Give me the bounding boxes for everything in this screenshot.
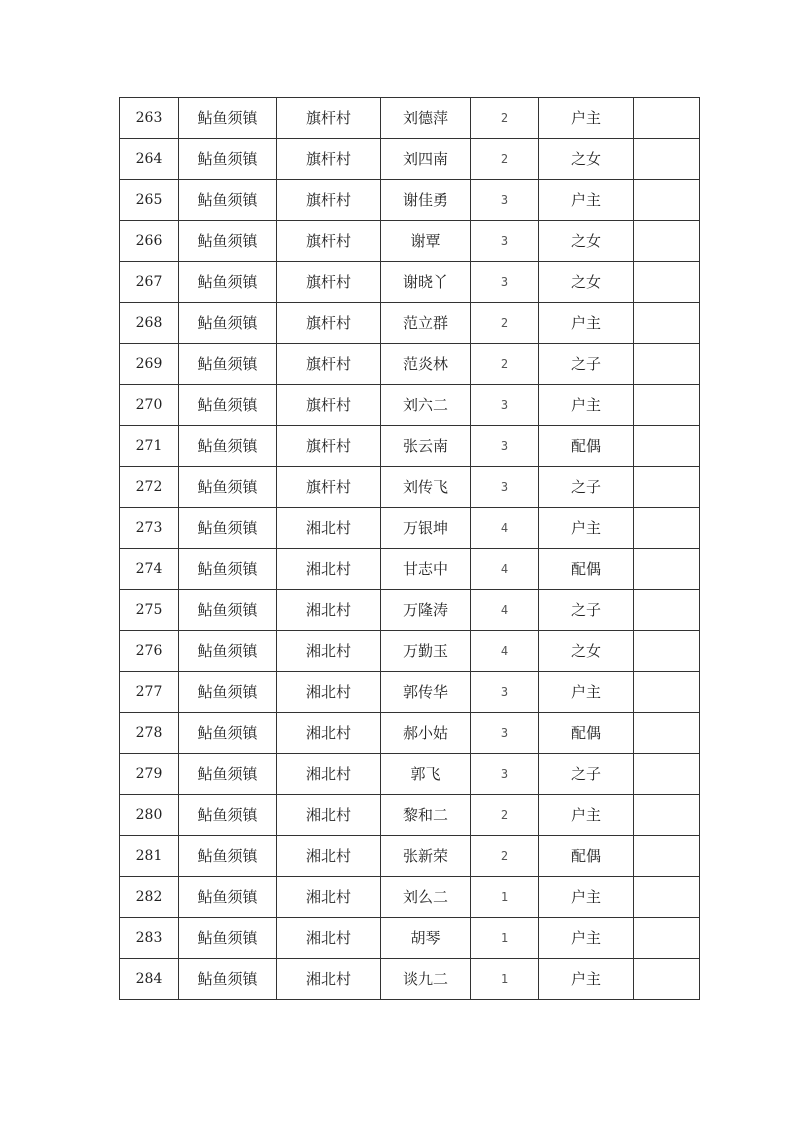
town-cell: 鲇鱼须镇	[179, 426, 277, 467]
person-name-cell: 刘德萍	[381, 98, 471, 139]
household-size-cell: 3	[471, 426, 539, 467]
note-cell	[634, 262, 700, 303]
village-cell: 湘北村	[277, 713, 381, 754]
table-row	[120, 221, 700, 262]
person-name-cell: 胡琴	[381, 918, 471, 959]
town-cell: 鲇鱼须镇	[179, 918, 277, 959]
household-size-cell: 3	[471, 385, 539, 426]
note-cell	[634, 344, 700, 385]
village-cell: 湘北村	[277, 672, 381, 713]
town-cell: 鲇鱼须镇	[179, 262, 277, 303]
town-cell: 鲇鱼须镇	[179, 467, 277, 508]
village-cell: 旗杆村	[277, 303, 381, 344]
note-cell	[634, 795, 700, 836]
household-size-cell: 2	[471, 98, 539, 139]
village-cell: 湘北村	[277, 508, 381, 549]
table-row	[120, 590, 700, 631]
person-name-cell: 谈九二	[381, 959, 471, 1000]
row-number: 279	[120, 754, 179, 795]
note-cell	[634, 467, 700, 508]
note-cell	[634, 549, 700, 590]
town-cell: 鲇鱼须镇	[179, 713, 277, 754]
town-cell: 鲇鱼须镇	[179, 877, 277, 918]
household-size-cell: 3	[471, 262, 539, 303]
town-cell: 鲇鱼须镇	[179, 590, 277, 631]
row-number: 274	[120, 549, 179, 590]
person-name-cell: 黎和二	[381, 795, 471, 836]
village-cell: 湘北村	[277, 959, 381, 1000]
relation-cell: 配偶	[539, 713, 634, 754]
relation-cell: 配偶	[539, 836, 634, 877]
town-cell: 鲇鱼须镇	[179, 631, 277, 672]
row-number: 275	[120, 590, 179, 631]
town-cell: 鲇鱼须镇	[179, 754, 277, 795]
person-name-cell: 刘六二	[381, 385, 471, 426]
note-cell	[634, 221, 700, 262]
row-number: 283	[120, 918, 179, 959]
note-cell	[634, 877, 700, 918]
town-cell: 鲇鱼须镇	[179, 508, 277, 549]
row-number: 281	[120, 836, 179, 877]
note-cell	[634, 590, 700, 631]
roster-body	[120, 98, 700, 1000]
household-size-cell: 2	[471, 344, 539, 385]
person-name-cell: 郭飞	[381, 754, 471, 795]
note-cell	[634, 959, 700, 1000]
note-cell	[634, 139, 700, 180]
household-size-cell: 3	[471, 713, 539, 754]
household-size-cell: 3	[471, 754, 539, 795]
table-row	[120, 672, 700, 713]
row-number: 267	[120, 262, 179, 303]
table-row	[120, 98, 700, 139]
village-cell: 湘北村	[277, 877, 381, 918]
relation-cell: 之女	[539, 631, 634, 672]
relation-cell: 户主	[539, 303, 634, 344]
person-name-cell: 万勤玉	[381, 631, 471, 672]
person-name-cell: 万银坤	[381, 508, 471, 549]
note-cell	[634, 631, 700, 672]
relation-cell: 户主	[539, 180, 634, 221]
row-number: 278	[120, 713, 179, 754]
household-size-cell: 4	[471, 631, 539, 672]
town-cell: 鲇鱼须镇	[179, 795, 277, 836]
table-row	[120, 180, 700, 221]
town-cell: 鲇鱼须镇	[179, 836, 277, 877]
note-cell	[634, 303, 700, 344]
household-size-cell: 1	[471, 918, 539, 959]
table-row	[120, 795, 700, 836]
person-name-cell: 刘传飞	[381, 467, 471, 508]
relation-cell: 之子	[539, 754, 634, 795]
table-row	[120, 303, 700, 344]
table-row	[120, 754, 700, 795]
table-row	[120, 631, 700, 672]
relation-cell: 户主	[539, 385, 634, 426]
relation-cell: 之女	[539, 221, 634, 262]
relation-cell: 户主	[539, 918, 634, 959]
note-cell	[634, 98, 700, 139]
person-name-cell: 谢覃	[381, 221, 471, 262]
village-cell: 旗杆村	[277, 467, 381, 508]
relation-cell: 户主	[539, 877, 634, 918]
table-row	[120, 426, 700, 467]
town-cell: 鲇鱼须镇	[179, 385, 277, 426]
town-cell: 鲇鱼须镇	[179, 139, 277, 180]
town-cell: 鲇鱼须镇	[179, 98, 277, 139]
row-number: 270	[120, 385, 179, 426]
household-size-cell: 3	[471, 672, 539, 713]
town-cell: 鲇鱼须镇	[179, 959, 277, 1000]
town-cell: 鲇鱼须镇	[179, 549, 277, 590]
household-size-cell: 2	[471, 836, 539, 877]
person-name-cell: 甘志中	[381, 549, 471, 590]
household-roster-table	[119, 97, 700, 1000]
row-number: 284	[120, 959, 179, 1000]
village-cell: 旗杆村	[277, 139, 381, 180]
row-number: 268	[120, 303, 179, 344]
village-cell: 旗杆村	[277, 426, 381, 467]
relation-cell: 配偶	[539, 549, 634, 590]
village-cell: 旗杆村	[277, 385, 381, 426]
relation-cell: 之子	[539, 344, 634, 385]
table-row	[120, 139, 700, 180]
relation-cell: 户主	[539, 795, 634, 836]
row-number: 282	[120, 877, 179, 918]
table-row	[120, 385, 700, 426]
note-cell	[634, 508, 700, 549]
relation-cell: 户主	[539, 959, 634, 1000]
relation-cell: 配偶	[539, 426, 634, 467]
row-number: 263	[120, 98, 179, 139]
household-size-cell: 1	[471, 959, 539, 1000]
person-name-cell: 谢晓丫	[381, 262, 471, 303]
village-cell: 湘北村	[277, 795, 381, 836]
household-size-cell: 3	[471, 221, 539, 262]
row-number: 276	[120, 631, 179, 672]
person-name-cell: 范炎林	[381, 344, 471, 385]
relation-cell: 户主	[539, 98, 634, 139]
relation-cell: 户主	[539, 672, 634, 713]
village-cell: 湘北村	[277, 754, 381, 795]
town-cell: 鲇鱼须镇	[179, 221, 277, 262]
table-row	[120, 262, 700, 303]
note-cell	[634, 385, 700, 426]
person-name-cell: 刘四南	[381, 139, 471, 180]
row-number: 264	[120, 139, 179, 180]
household-size-cell: 2	[471, 303, 539, 344]
row-number: 280	[120, 795, 179, 836]
person-name-cell: 范立群	[381, 303, 471, 344]
note-cell	[634, 836, 700, 877]
table-row	[120, 918, 700, 959]
note-cell	[634, 918, 700, 959]
household-size-cell: 1	[471, 877, 539, 918]
village-cell: 湘北村	[277, 918, 381, 959]
table-row	[120, 877, 700, 918]
relation-cell: 户主	[539, 508, 634, 549]
row-number: 277	[120, 672, 179, 713]
town-cell: 鲇鱼须镇	[179, 180, 277, 221]
town-cell: 鲇鱼须镇	[179, 672, 277, 713]
town-cell: 鲇鱼须镇	[179, 303, 277, 344]
note-cell	[634, 672, 700, 713]
person-name-cell: 刘么二	[381, 877, 471, 918]
household-size-cell: 4	[471, 590, 539, 631]
row-number: 272	[120, 467, 179, 508]
table-row	[120, 836, 700, 877]
row-number: 269	[120, 344, 179, 385]
household-size-cell: 2	[471, 795, 539, 836]
village-cell: 湘北村	[277, 631, 381, 672]
table-row	[120, 959, 700, 1000]
town-cell: 鲇鱼须镇	[179, 344, 277, 385]
village-cell: 旗杆村	[277, 180, 381, 221]
person-name-cell: 郝小姑	[381, 713, 471, 754]
person-name-cell: 万隆涛	[381, 590, 471, 631]
relation-cell: 之子	[539, 590, 634, 631]
village-cell: 湘北村	[277, 549, 381, 590]
note-cell	[634, 180, 700, 221]
household-size-cell: 3	[471, 180, 539, 221]
household-size-cell: 4	[471, 508, 539, 549]
village-cell: 旗杆村	[277, 262, 381, 303]
note-cell	[634, 426, 700, 467]
person-name-cell: 谢佳勇	[381, 180, 471, 221]
household-size-cell: 4	[471, 549, 539, 590]
person-name-cell: 张云南	[381, 426, 471, 467]
relation-cell: 之女	[539, 262, 634, 303]
row-number: 265	[120, 180, 179, 221]
relation-cell: 之子	[539, 467, 634, 508]
village-cell: 旗杆村	[277, 221, 381, 262]
table-row	[120, 467, 700, 508]
village-cell: 湘北村	[277, 836, 381, 877]
village-cell: 旗杆村	[277, 344, 381, 385]
row-number: 271	[120, 426, 179, 467]
household-size-cell: 3	[471, 467, 539, 508]
note-cell	[634, 713, 700, 754]
relation-cell: 之女	[539, 139, 634, 180]
person-name-cell: 郭传华	[381, 672, 471, 713]
note-cell	[634, 754, 700, 795]
table-row	[120, 549, 700, 590]
village-cell: 湘北村	[277, 590, 381, 631]
household-size-cell: 2	[471, 139, 539, 180]
row-number: 273	[120, 508, 179, 549]
table-row	[120, 713, 700, 754]
village-cell: 旗杆村	[277, 98, 381, 139]
row-number: 266	[120, 221, 179, 262]
person-name-cell: 张新荣	[381, 836, 471, 877]
table-row	[120, 344, 700, 385]
table-row	[120, 508, 700, 549]
